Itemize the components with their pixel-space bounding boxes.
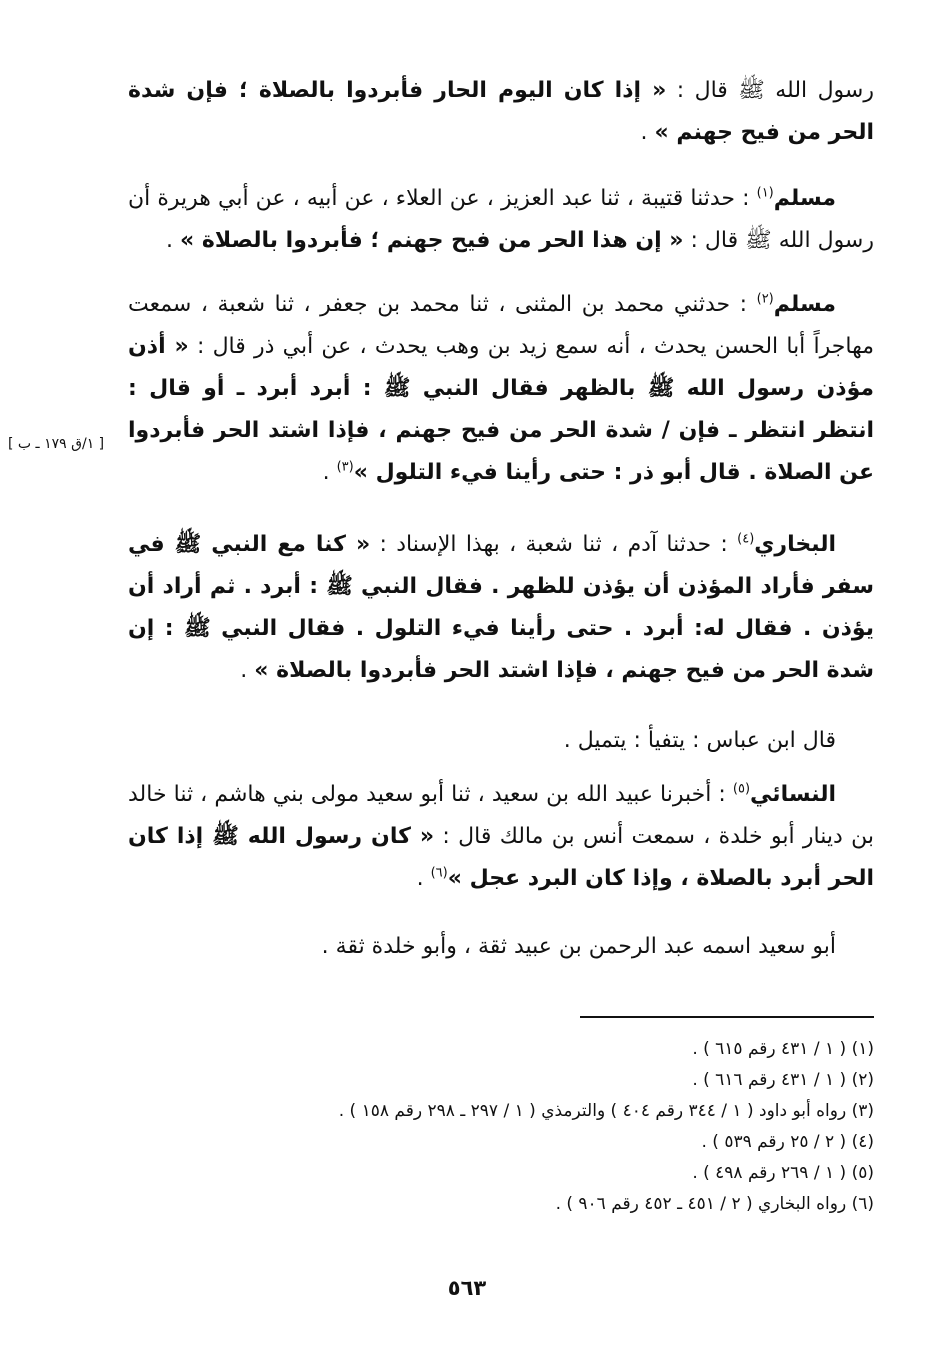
footnote-ref: (٤): [737, 531, 755, 547]
paragraph-7: [128, 926, 874, 968]
paragraph-end: .: [166, 228, 180, 253]
footnote-2: (٢) ( ١ / ٤٣١ رقم ٦١٦ ) .: [692, 1070, 874, 1090]
hadith-text: « أذن مؤذن رسول الله ﷺ بالظهر فقال النبي ﷺ : أبرد أبرد ـ أو قال : انتظر انتظر ـ فإن / شدة الحر من فيح جهنم ، فإذا اشتد الحر فأبردوا عن الصلاة . قال أبو ذر : حتى رأينا فيء التلول »: [128, 334, 874, 485]
page-number: ٥٦٣: [447, 1276, 487, 1300]
paragraph-end: .: [416, 866, 431, 891]
footnote-ref: (٣): [336, 459, 354, 475]
narrator-name: مسلم: [773, 292, 836, 317]
footnote-ref: (٢): [756, 291, 774, 307]
paragraph-end: .: [240, 658, 255, 683]
footnote-ref: (٥): [732, 781, 751, 797]
footnote-5: (٥) ( ١ / ٢٦٩ رقم ٤٩٨ ) .: [692, 1163, 874, 1183]
hadith-text: « إذا كان اليوم الحار فأبردوا بالصلاة ؛ فإن شدة الحر من فيح جهنم »: [128, 78, 874, 145]
paragraph-text: : أخبرنا عبيد الله بن سعيد ، ثنا أبو سعيد مولى بني هاشم ، ثنا خالد بن دينار أبو خلدة ، سمعت أنس بن مالك قال :: [128, 782, 874, 849]
narrator-name: مسلم: [773, 186, 836, 211]
footnotes: [100, 1034, 874, 1220]
paragraph-text: قال ابن عباس : يتفيأ : يتميل .: [563, 728, 836, 753]
paragraph-text: أبو سعيد اسمه عبد الرحمن بن عبيد ثقة ، وأبو خلدة ثقة .: [321, 934, 836, 959]
paragraph-text: : حدثنا آدم ، ثنا شعبة ، بهذا الإسناد :: [370, 532, 738, 557]
paragraph-text: : حدثنا قتيبة ، ثنا عبد العزيز ، عن العلاء ، عن أبيه ، عن أبي هريرة أن رسول الله ﷺ قال :: [128, 186, 874, 253]
paragraph-end: .: [322, 460, 337, 485]
hadith-text: « كان رسول الله ﷺ إذا كان الحر أبرد بالصلاة ، وإذا كان البرد عجل »: [128, 824, 874, 891]
paragraph-5: [128, 720, 874, 762]
footnote-ref: (٦): [430, 865, 448, 881]
narrator-name: النسائي: [750, 782, 836, 807]
footnote-6: (٦) رواه البخاري ( ٢ / ٤٥١ ـ ٤٥٢ رقم ٩٠٦ ) .: [555, 1194, 874, 1214]
manuscript-folio-note: [ ١/ق ١٧٩ ـ ب ]: [8, 436, 105, 452]
hadith-text: « إن هذا الحر من فيح جهنم ؛ فأبردوا بالصلاة »: [180, 228, 684, 253]
paragraph-end: .: [640, 120, 655, 145]
paragraph-4: [128, 524, 874, 692]
paragraph-6: [128, 774, 874, 900]
narrator-name: البخاري: [754, 532, 836, 557]
hadith-text: « كنا مع النبي ﷺ في سفر فأراد المؤذن أن يؤذن للظهر . فقال النبي ﷺ : أبرد . ثم أراد أن يؤذن . فقال له: أبرد . حتى رأينا فيء التلول . فقال النبي ﷺ : إن شدة الحر من فيح جهنم ، فإذا اشتد الحر فأبردوا بالصلاة »: [128, 532, 874, 683]
paragraph-text: : حدثني محمد بن المثنى ، ثنا محمد بن جعفر ، ثنا شعبة ، سمعت مهاجراً أبا الحسن يحدث ، أنه سمع زيد بن وهب يحدث ، عن أبي ذر قال :: [128, 292, 874, 359]
footnote-divider: [580, 1016, 874, 1018]
paragraph-2: [128, 178, 874, 262]
footnote-4: (٤) ( ٢ / ٢٥ رقم ٥٣٩ ) .: [701, 1132, 874, 1152]
paragraph-1: [128, 70, 874, 154]
footnote-1: (١) ( ١ / ٤٣١ رقم ٦١٥ ) .: [692, 1039, 874, 1059]
paragraph-text: رسول الله ﷺ قال :: [666, 78, 874, 103]
footnote-3: (٣) رواه أبو داود ( ١ / ٣٤٤ رقم ٤٠٤ ) والترمذي ( ١ / ٢٩٧ ـ ٢٩٨ رقم ١٥٨ ) .: [338, 1101, 874, 1121]
footnote-ref: (١): [756, 185, 774, 201]
paragraph-3: [128, 284, 874, 494]
